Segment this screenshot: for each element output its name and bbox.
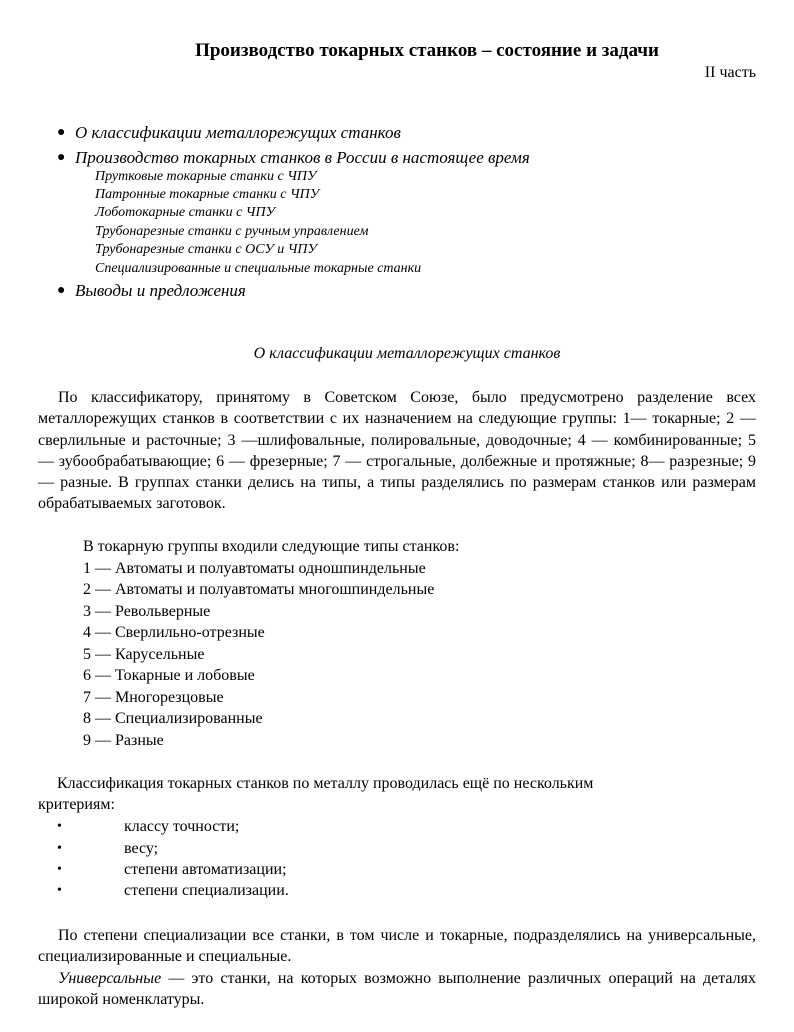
- criteria-intro: Классификация токарных станков по металлу проводилась ещё по нескольким: [57, 775, 594, 792]
- paragraph-universal: [38, 968, 756, 1011]
- toc-item: Производство токарных станков в России в настоящее время: [75, 148, 530, 167]
- criteria-item: степени автоматизации;: [124, 861, 287, 878]
- bullet-icon: ●: [57, 283, 66, 298]
- list-item: 7 — Многорезцовые: [83, 689, 224, 706]
- bullet-icon: ●: [57, 150, 66, 165]
- bullet-icon: •: [57, 819, 62, 834]
- list-item: 8 — Специализированные: [83, 710, 263, 727]
- toc-subitem: Трубонарезные станки с ручным управлением: [95, 224, 369, 239]
- toc-subitem: Патронные токарные станки с ЧПУ: [95, 187, 320, 202]
- criteria-item: классу точности;: [124, 818, 240, 835]
- list-item: 2 — Автоматы и полуавтоматы многошпиндельные: [83, 581, 435, 598]
- universal-term: Универсальные: [58, 970, 162, 987]
- bullet-icon: •: [57, 862, 62, 877]
- list-item: 1 — Автоматы и полуавтоматы одношпиндельные: [83, 560, 426, 577]
- toc-subitem: Трубонарезные станки с ОСУ и ЧПУ: [95, 242, 317, 257]
- bullet-icon: ●: [57, 125, 66, 140]
- section-title: О классификации металлорежущих станков: [253, 345, 561, 362]
- criteria-intro-cont: критериям:: [38, 796, 115, 813]
- toc-item: Выводы и предложения: [75, 281, 246, 300]
- list-item: 5 — Карусельные: [83, 646, 205, 663]
- toc-item: О классификации металлорежущих станков: [75, 123, 401, 142]
- paragraph-specialization: По степени специализации все станки, в том числе и токарные, подразделялись на универсальные, специализированные и специальные.: [38, 927, 756, 966]
- universal-definition: — это станки, на которых возможно выполнение различных операций на деталях широкой номенклатуры.: [38, 970, 756, 1009]
- list-item: 9 — Разные: [83, 732, 164, 749]
- paragraph-groups: По классификатору, принятому в Советском Союзе, было предусмотрено разделение всех металлорежущих станков в соответствии с их назначением на следующие группы: 1— токарные; 2 — сверлильные и расточные; 3 —шлифовальные, полировальные, доводочные; 4 — комбинированные; 5 — зубообрабатывающие; 6 — фрезерные; 7 — строгальные, долбежные и протяжные; 8— разрезные; 9 — разные. В группах станки делись на типы, а типы разделялись по размерам станков или размерам обрабатываемых заготовок.: [38, 389, 756, 513]
- types-intro: В токарную группы входили следующие типы станков:: [83, 538, 460, 555]
- part-label: II часть: [704, 64, 756, 81]
- list-item: 4 — Сверлильно-отрезные: [83, 624, 265, 641]
- criteria-item: весу;: [124, 840, 159, 857]
- toc-subitem: Лоботокарные станки с ЧПУ: [95, 205, 275, 220]
- list-item: 6 — Токарные и лобовые: [83, 667, 255, 684]
- page-title: Производство токарных станков – состояние и задачи: [195, 40, 659, 61]
- criteria-item: степени специализации.: [124, 882, 289, 899]
- bullet-icon: •: [57, 841, 62, 856]
- list-item: 3 — Револьверные: [83, 603, 211, 620]
- toc-subitem: Специализированные и специальные токарные станки: [95, 261, 422, 276]
- toc-subitem: Прутковые токарные станки с ЧПУ: [95, 169, 317, 184]
- bullet-icon: •: [57, 883, 62, 898]
